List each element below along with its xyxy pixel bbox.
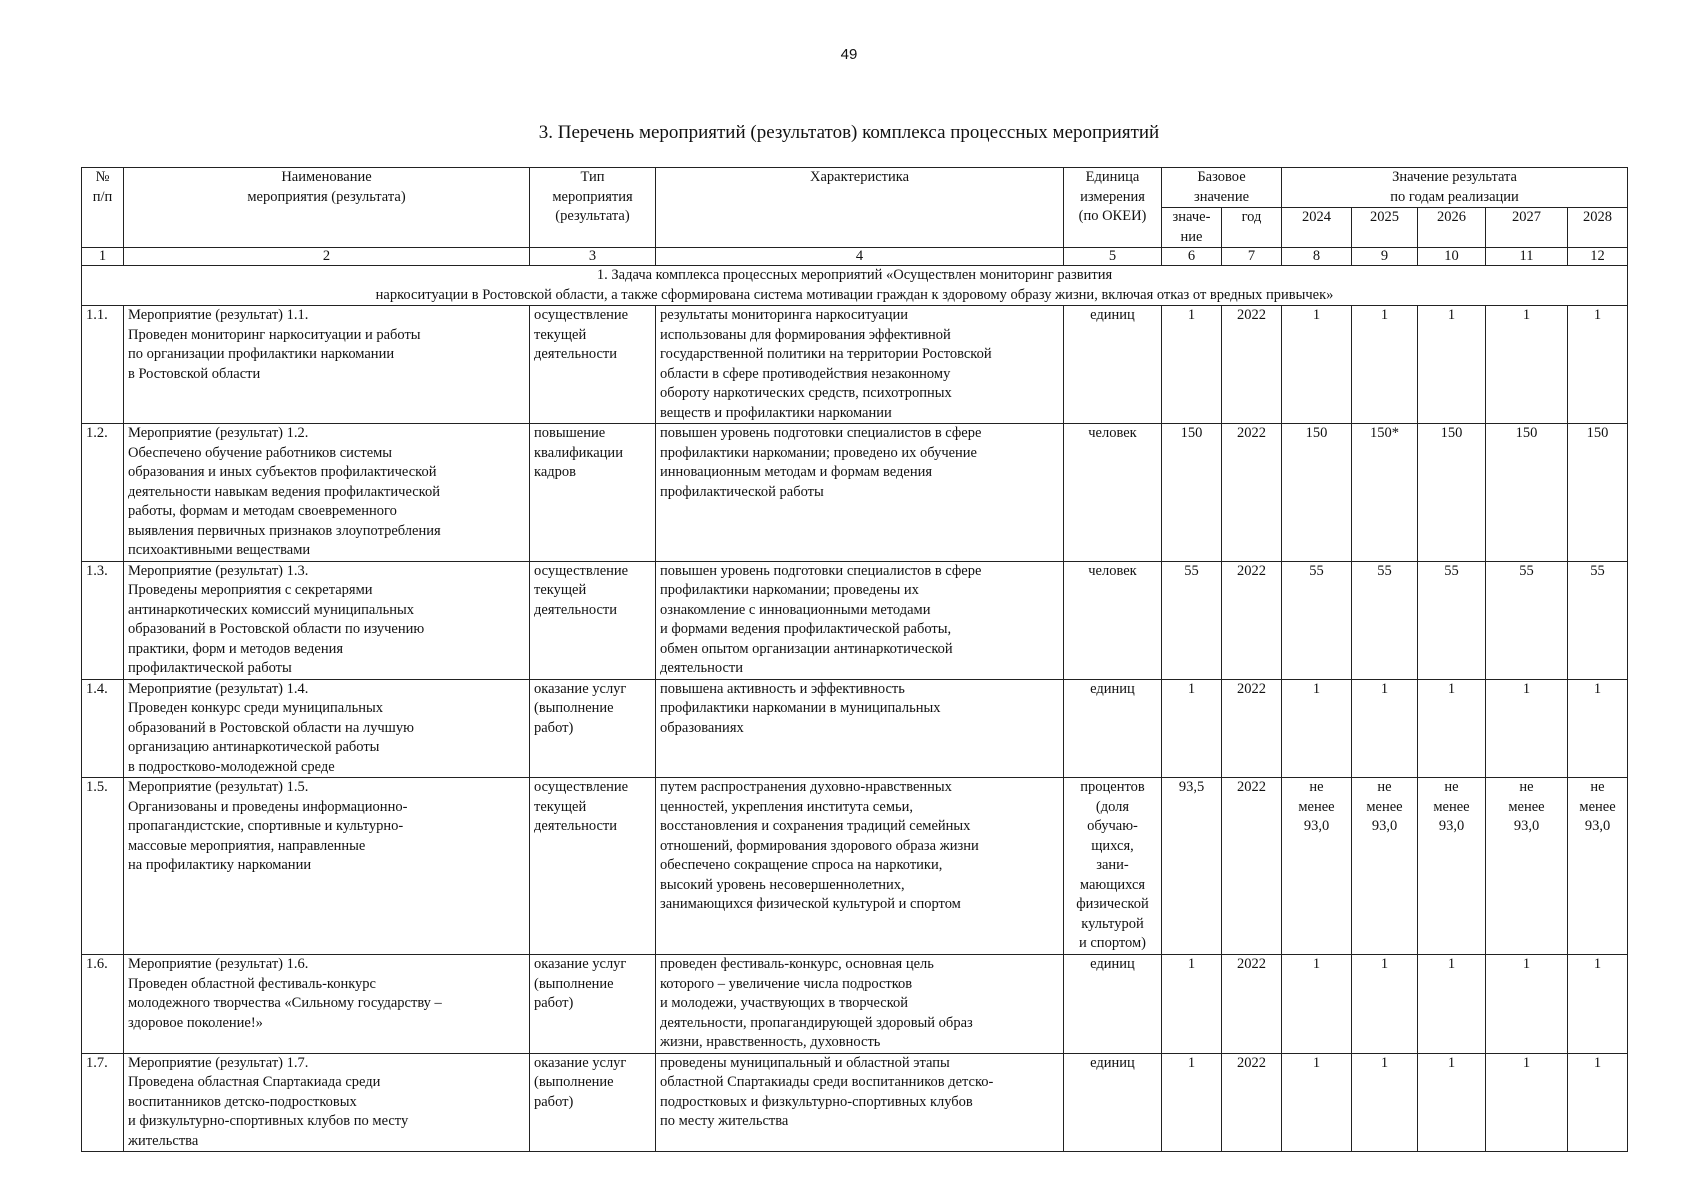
row-type: осуществление текущей деятельности <box>530 561 656 679</box>
column-number: 3 <box>530 248 656 266</box>
row-year-value: 1 <box>1282 1053 1352 1152</box>
row-base-year: 2022 <box>1222 955 1282 1054</box>
row-year-value: 1 <box>1352 1053 1418 1152</box>
table-row <box>82 306 1628 424</box>
header-num: № п/п <box>82 168 124 248</box>
row-year-value: не менее 93,0 <box>1568 778 1628 955</box>
row-type: оказание услуг (выполнение работ) <box>530 1053 656 1152</box>
column-number: 6 <box>1162 248 1222 266</box>
table-row <box>82 778 1628 955</box>
header-base: Базовое значение <box>1162 168 1282 208</box>
row-year-value: 55 <box>1568 561 1628 679</box>
row-base-year: 2022 <box>1222 424 1282 562</box>
row-characteristic: повышена активность и эффективность профилактики наркомании в муниципальных образованиях <box>656 679 1064 778</box>
row-num: 1.2. <box>82 424 124 562</box>
header-base-value: значе- ние <box>1162 208 1222 248</box>
header-characteristic: Характеристика <box>656 168 1064 248</box>
row-year-value: 1 <box>1418 955 1486 1054</box>
row-unit: единиц <box>1064 306 1162 424</box>
row-year-value: 1 <box>1352 306 1418 424</box>
row-name: Мероприятие (результат) 1.4. Проведен конкурс среди муниципальных образований в Ростовской области на лучшую организацию антинаркотической работы в подростково-молодежной среде <box>124 679 530 778</box>
row-year-value: 1 <box>1418 679 1486 778</box>
row-year-value: 55 <box>1418 561 1486 679</box>
header-year: 2026 <box>1418 208 1486 248</box>
row-year-value: не менее 93,0 <box>1352 778 1418 955</box>
row-characteristic: проведены муниципальный и областной этапы областной Спартакиады среди воспитанников детско- подростковых и физкультурно-спортивных клубов по месту жительства <box>656 1053 1064 1152</box>
row-year-value: 150 <box>1568 424 1628 562</box>
row-year-value: 1 <box>1486 1053 1568 1152</box>
header-year: 2028 <box>1568 208 1628 248</box>
table-row <box>82 561 1628 679</box>
page-number: 49 <box>840 46 858 63</box>
row-year-value: 150 <box>1418 424 1486 562</box>
row-unit: единиц <box>1064 679 1162 778</box>
row-type: осуществление текущей деятельности <box>530 778 656 955</box>
row-characteristic: результаты мониторинга наркоситуации использованы для формирования эффективной государственной политики на территории Ростовской области в сфере противодействия незаконному обороту наркотических средств, психотропных веществ и профилактики наркомании <box>656 306 1064 424</box>
row-base-value: 55 <box>1162 561 1222 679</box>
row-year-value: 1 <box>1282 306 1352 424</box>
page-title: 3. Перечень мероприятий (результатов) комплекса процессных мероприятий <box>538 122 1160 143</box>
row-year-value: 150* <box>1352 424 1418 562</box>
row-name: Мероприятие (результат) 1.6. Проведен областной фестиваль-конкурс молодежного творчества «Сильному государству – здоровое поколение!» <box>124 955 530 1054</box>
row-characteristic: повышен уровень подготовки специалистов в сфере профилактики наркомании; проведено их обучение инновационным методам и формам ведения профилактической работы <box>656 424 1064 562</box>
row-characteristic: проведен фестиваль-конкурс, основная цель которого – увеличение числа подростков и молодежи, участвующих в творческой деятельности, пропагандирующей здоровый образ жизни, нравственность, духовность <box>656 955 1064 1054</box>
row-year-value: не менее 93,0 <box>1282 778 1352 955</box>
row-type: повышение квалификации кадров <box>530 424 656 562</box>
row-type: оказание услуг (выполнение работ) <box>530 955 656 1054</box>
table-row <box>82 1053 1628 1152</box>
row-num: 1.7. <box>82 1053 124 1152</box>
row-year-value: 150 <box>1282 424 1352 562</box>
row-base-value: 1 <box>1162 955 1222 1054</box>
row-characteristic: путем распространения духовно-нравственных ценностей, укрепления института семьи, восстановления и сохранения традиций семейных отношений, формирования здорового образа жизни обеспечено сокращение спроса на наркотики, высокий уровень несовершеннолетних, занимающихся физической культурой и спортом <box>656 778 1064 955</box>
row-name: Мероприятие (результат) 1.2. Обеспечено обучение работников системы образования и иных субъектов профилактической деятельности навыкам ведения профилактической работы, формам и методам своевременного выявления первичных признаков злоупотребления психоактивными веществами <box>124 424 530 562</box>
row-base-year: 2022 <box>1222 306 1282 424</box>
row-year-value: 55 <box>1352 561 1418 679</box>
row-year-value: 1 <box>1568 306 1628 424</box>
header-year: 2024 <box>1282 208 1352 248</box>
column-number: 5 <box>1064 248 1162 266</box>
measures-table <box>81 167 1628 1152</box>
column-number-row <box>82 248 1628 266</box>
row-base-value: 150 <box>1162 424 1222 562</box>
column-number: 1 <box>82 248 124 266</box>
task-text: 1. Задача комплекса процессных мероприятий «Осуществлен мониторинг развития наркоситуации в Ростовской области, а также сформирована система мотивации граждан к здоровому образу жизни, включая отказ от вредных привычек» <box>82 266 1628 306</box>
row-year-value: 1 <box>1568 955 1628 1054</box>
row-year-value: 1 <box>1486 955 1568 1054</box>
row-base-value: 1 <box>1162 306 1222 424</box>
row-num: 1.4. <box>82 679 124 778</box>
column-number: 4 <box>656 248 1064 266</box>
row-year-value: 1 <box>1486 306 1568 424</box>
row-base-year: 2022 <box>1222 1053 1282 1152</box>
row-type: осуществление текущей деятельности <box>530 306 656 424</box>
row-base-year: 2022 <box>1222 679 1282 778</box>
row-name: Мероприятие (результат) 1.7. Проведена областная Спартакиада среди воспитанников детско-подростковых и физкультурно-спортивных клубов по месту жительства <box>124 1053 530 1152</box>
header-unit: Единица измерения (по ОКЕИ) <box>1064 168 1162 248</box>
header-base-year: год <box>1222 208 1282 248</box>
column-number: 12 <box>1568 248 1628 266</box>
row-year-value: 1 <box>1352 955 1418 1054</box>
row-num: 1.1. <box>82 306 124 424</box>
column-number: 2 <box>124 248 530 266</box>
row-base-value: 93,5 <box>1162 778 1222 955</box>
row-unit: единиц <box>1064 1053 1162 1152</box>
table-row <box>82 955 1628 1054</box>
row-year-value: 1 <box>1418 306 1486 424</box>
table-row <box>82 679 1628 778</box>
row-base-value: 1 <box>1162 679 1222 778</box>
column-number: 11 <box>1486 248 1568 266</box>
row-name: Мероприятие (результат) 1.5. Организованы и проведены информационно- пропагандистские, спортивные и культурно- массовые мероприятия, направленные на профилактику наркомании <box>124 778 530 955</box>
row-num: 1.5. <box>82 778 124 955</box>
row-num: 1.6. <box>82 955 124 1054</box>
row-name: Мероприятие (результат) 1.3. Проведены мероприятия с секретарями антинаркотических комиссий муниципальных образований в Ростовской области по изучению практики, форм и методов ведения профилактической работы <box>124 561 530 679</box>
row-name: Мероприятие (результат) 1.1. Проведен мониторинг наркоситуации и работы по организации профилактики наркомании в Ростовской области <box>124 306 530 424</box>
row-year-value: 1 <box>1418 1053 1486 1152</box>
header-type: Тип мероприятия (результата) <box>530 168 656 248</box>
column-number: 10 <box>1418 248 1486 266</box>
column-number: 9 <box>1352 248 1418 266</box>
header-result: Значение результата по годам реализации <box>1282 168 1628 208</box>
column-number: 8 <box>1282 248 1352 266</box>
row-year-value: не менее 93,0 <box>1418 778 1486 955</box>
row-characteristic: повышен уровень подготовки специалистов в сфере профилактики наркомании; проведены их ознакомление с инновационными методами и формами ведения профилактической работы, обмен опытом организации антинаркотической деятельности <box>656 561 1064 679</box>
row-year-value: 1 <box>1352 679 1418 778</box>
row-year-value: 1 <box>1486 679 1568 778</box>
row-unit: человек <box>1064 561 1162 679</box>
row-base-year: 2022 <box>1222 778 1282 955</box>
task-row <box>82 266 1628 306</box>
row-year-value: 1 <box>1568 679 1628 778</box>
row-num: 1.3. <box>82 561 124 679</box>
column-number: 7 <box>1222 248 1282 266</box>
header-year: 2027 <box>1486 208 1568 248</box>
row-base-year: 2022 <box>1222 561 1282 679</box>
row-year-value: 150 <box>1486 424 1568 562</box>
row-unit: человек <box>1064 424 1162 562</box>
row-year-value: 1 <box>1568 1053 1628 1152</box>
row-unit: единиц <box>1064 955 1162 1054</box>
row-year-value: 1 <box>1282 955 1352 1054</box>
header-year: 2025 <box>1352 208 1418 248</box>
row-year-value: 1 <box>1282 679 1352 778</box>
row-type: оказание услуг (выполнение работ) <box>530 679 656 778</box>
row-base-value: 1 <box>1162 1053 1222 1152</box>
row-unit: процентов (доля обучаю- щихся, зани- мающихся физической культурой и спортом) <box>1064 778 1162 955</box>
table-row <box>82 424 1628 562</box>
row-year-value: 55 <box>1486 561 1568 679</box>
header-name: Наименование мероприятия (результата) <box>124 168 530 248</box>
row-year-value: не менее 93,0 <box>1486 778 1568 955</box>
row-year-value: 55 <box>1282 561 1352 679</box>
